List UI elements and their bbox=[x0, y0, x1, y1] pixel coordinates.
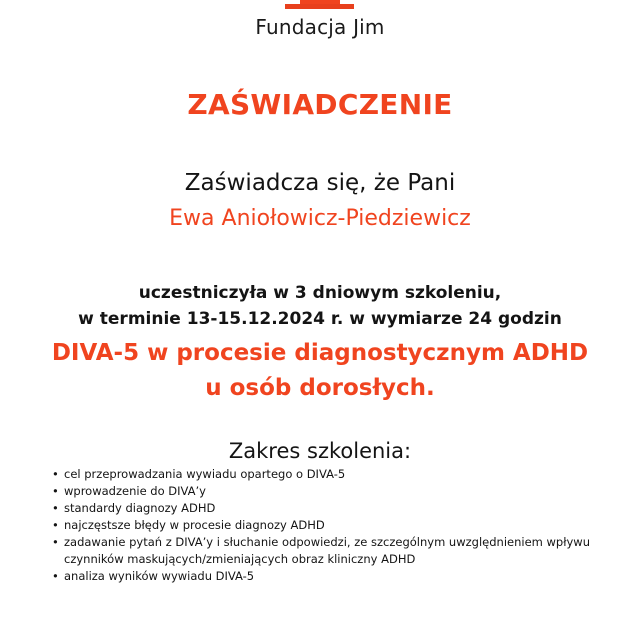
details-line-1: uczestniczyła w 3 dniowym szkoleniu, bbox=[138, 283, 502, 303]
certificate-title: ZAŚWIADCZENIE bbox=[187, 88, 453, 121]
logo-base-bar bbox=[285, 4, 354, 9]
scope-heading: Zakres szkolenia: bbox=[228, 439, 412, 463]
bullet-icon: • bbox=[52, 569, 59, 583]
list-item-text: zadawanie pytań z DIVA’y i słuchanie odpowiedzi, ze szczególnym uwzględnieniem wpływu czynników maskujących/zmieniających obraz kliniczny ADHD bbox=[64, 535, 590, 566]
list-item bbox=[50, 500, 630, 517]
bullet-icon: • bbox=[52, 518, 59, 532]
fundacja-jim-logo-icon bbox=[0, 0, 640, 10]
list-item-text: najczęstsze błędy w procesie diagnozy ADHD bbox=[64, 518, 325, 532]
details-line-2: w terminie 13-15.12.2024 r. w wymiarze 24 godzin bbox=[78, 309, 562, 329]
bullet-icon: • bbox=[52, 467, 59, 481]
list-item bbox=[50, 483, 630, 500]
list-item-text: cel przeprowadzania wywiadu opartego o DIVA-5 bbox=[64, 467, 346, 481]
list-item-text: wprowadzenie do DIVA’y bbox=[64, 484, 206, 498]
training-details bbox=[0, 280, 640, 332]
organization-name: Fundacja Jim bbox=[255, 15, 385, 39]
course-title bbox=[0, 336, 640, 406]
scope-list bbox=[50, 466, 630, 585]
course-title-line-1: DIVA-5 w procesie diagnostycznym ADHD bbox=[51, 340, 589, 366]
recipient-name: Ewa Aniołowicz-Piedziewicz bbox=[169, 206, 471, 231]
list-item-text: analiza wyników wywiadu DIVA-5 bbox=[64, 569, 255, 583]
bullet-icon: • bbox=[52, 501, 59, 515]
list-item bbox=[50, 517, 630, 534]
bullet-icon: • bbox=[52, 535, 59, 549]
list-item bbox=[50, 534, 630, 568]
certify-line: Zaświadcza się, że Pani bbox=[184, 170, 456, 196]
list-item bbox=[50, 568, 630, 585]
bullet-icon: • bbox=[52, 484, 59, 498]
course-title-line-2: u osób dorosłych. bbox=[205, 375, 435, 401]
list-item-text: standardy diagnozy ADHD bbox=[64, 501, 216, 515]
list-item bbox=[50, 466, 630, 483]
